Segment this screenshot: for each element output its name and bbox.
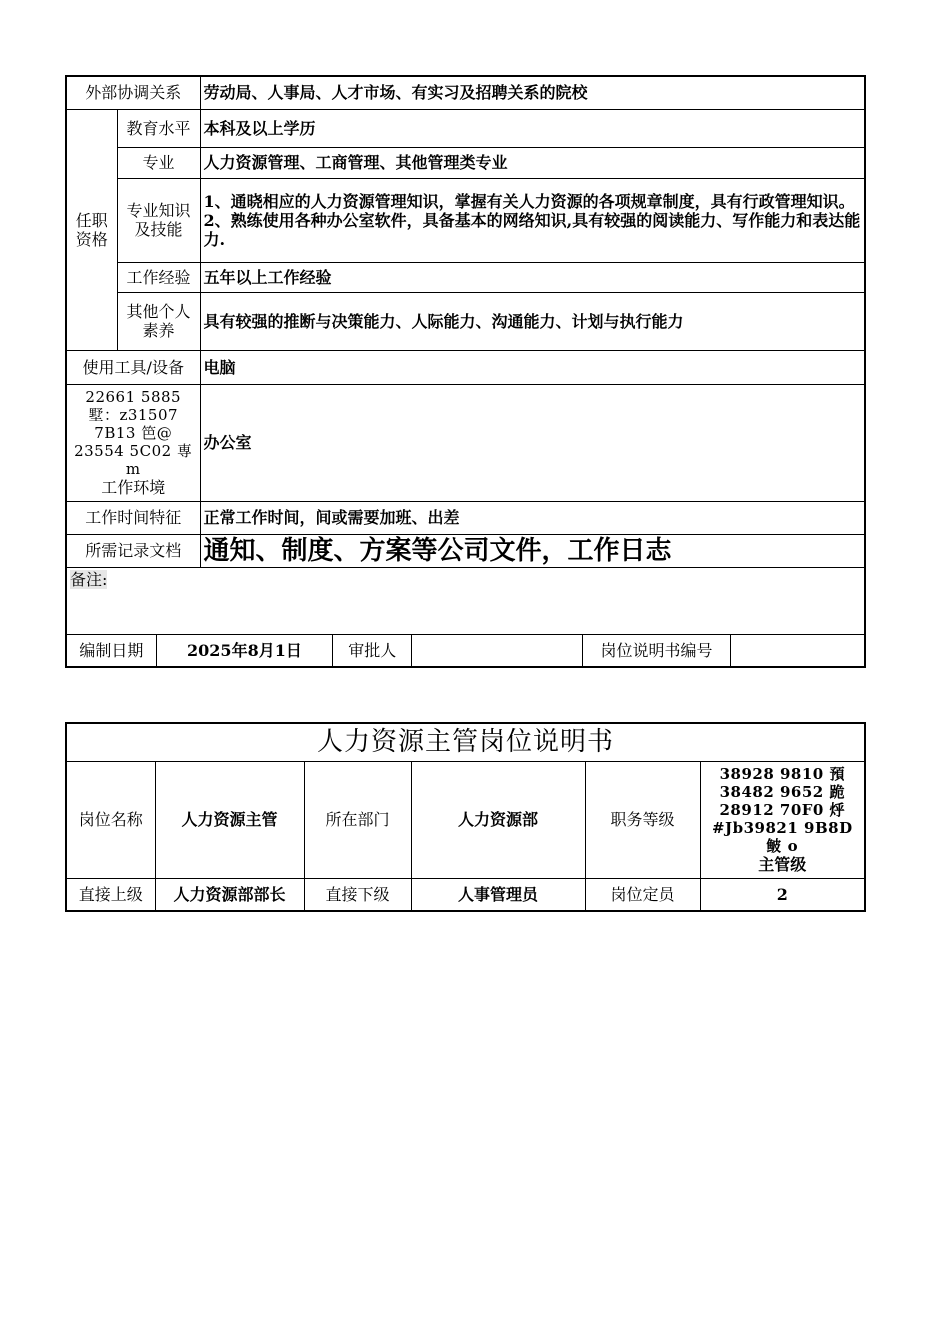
subordinate-value: 人事管理员: [411, 878, 585, 911]
department-value: 人力资源部: [411, 761, 585, 878]
approver-label: 审批人: [333, 635, 412, 666]
remarks-cell: [66, 567, 865, 634]
external-relations-value: 劳动局、人事局、人才市场、有实习及招聘关系的院校: [200, 76, 865, 109]
superior-label: 直接上级: [66, 878, 155, 911]
environment-label: 工作环境: [101, 478, 166, 497]
date-label: 编制日期: [67, 635, 156, 666]
worktime-value: 正常工作时间，间或需要加班、出差: [200, 501, 865, 534]
approver-value: [412, 635, 582, 666]
job-description-header-table: [65, 722, 866, 912]
education-label: 教育水平: [117, 109, 200, 147]
experience-label: 工作经验: [117, 262, 200, 292]
personal-quality-value: 具有较强的推断与决策能力、人际能力、沟通能力、计划与执行能力: [200, 292, 865, 350]
job-requirements-table: [65, 75, 866, 668]
worktime-label: 工作时间特征: [66, 501, 200, 534]
environment-value: 办公室: [200, 384, 865, 501]
experience-value: 五年以上工作经验: [200, 262, 865, 292]
records-value: 通知、制度、方案等公司文件，工作日志: [200, 534, 865, 567]
education-value: 本科及以上学历: [200, 109, 865, 147]
major-value: 人力资源管理、工商管理、其他管理类专业: [200, 147, 865, 178]
external-relations-label: 外部协调关系: [66, 76, 200, 109]
skills-line-1: 1、通晓相应的人力资源管理知识，掌握有关人力资源的各项规章制度，具有行政管理知识。: [203, 191, 855, 211]
skills-line-2: 2、熟练使用各种办公室软件，具备基本的网络知识,具有较强的阅读能力、写作能力和表达能力.: [203, 210, 861, 249]
date-value: 2025年8月1日: [156, 635, 332, 666]
doc-number-value: [731, 635, 864, 666]
records-label: 所需记录文档: [66, 534, 200, 567]
skills-value: [200, 178, 865, 262]
superior-value: 人力资源部部长: [155, 878, 304, 911]
position-label: 岗位名称: [66, 761, 155, 878]
doc-number-label: 岗位说明书编号: [582, 635, 730, 666]
grade-value: 主管级: [758, 855, 807, 874]
environment-label-cell: [66, 384, 200, 501]
footer-row: [66, 634, 865, 667]
qualification-group-label: 任职资格: [66, 109, 117, 350]
personal-quality-label: 其他个人素养: [117, 292, 200, 350]
grade-label: 职务等级: [585, 761, 700, 878]
tools-value: 电脑: [200, 350, 865, 384]
skills-label: 专业知识及技能: [117, 178, 200, 262]
position-value: 人力资源主管: [155, 761, 304, 878]
major-label: 专业: [117, 147, 200, 178]
subordinate-label: 直接下级: [304, 878, 411, 911]
grade-value-cell: [700, 761, 865, 878]
headcount-value: 2: [700, 878, 865, 911]
remarks-label: 备注:: [70, 569, 108, 589]
department-label: 所在部门: [304, 761, 411, 878]
environment-garble-text: 22661 5885 墅：z31507 7B13 笆@ 23554 5C02 専 m: [74, 388, 193, 478]
headcount-label: 岗位定员: [585, 878, 700, 911]
tools-label: 使用工具/设备: [66, 350, 200, 384]
document-title: 人力资源主管岗位说明书: [66, 723, 865, 761]
grade-garble-text: 38928 9810 預 38482 9652 跪 28912 70F0 烀 #Jb39821 9B8D 鲏 o: [711, 765, 853, 855]
